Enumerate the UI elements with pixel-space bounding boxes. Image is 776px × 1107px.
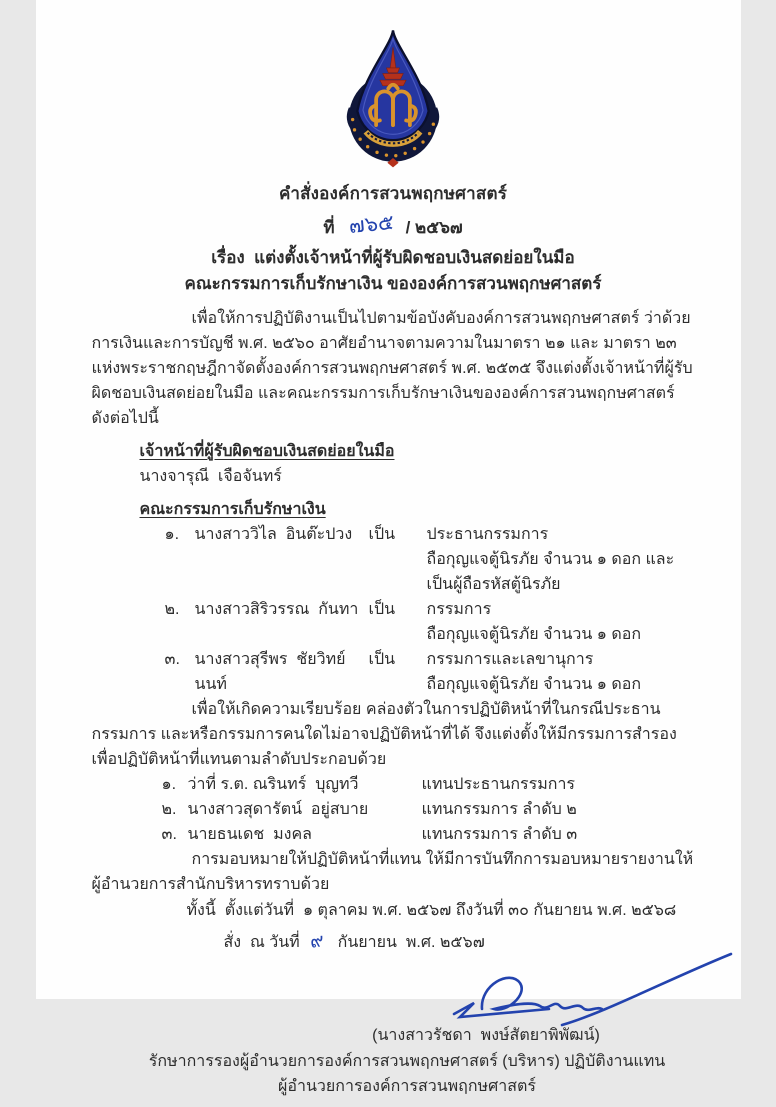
committee-member-row <box>165 597 695 647</box>
substitute-name: นายธนเดช มงคล <box>188 822 422 847</box>
order-number-line <box>92 210 695 243</box>
committee-member-row <box>165 522 695 597</box>
member-name: นางสาวสุรีพร ชัยวิทย์นนท์ <box>195 647 369 697</box>
handwritten-issued-day: ๙ <box>308 928 325 955</box>
member-name: นางสาววิไล อินต๊ะปวง <box>195 522 369 597</box>
member-note: ถือกุญแจตู้นิรภัย จำนวน ๑ ดอก <box>427 622 695 647</box>
member-role-block <box>427 522 695 597</box>
handwritten-order-number: ๗๖๕ <box>347 206 395 243</box>
subject-line-2: คณะกรรมการเก็บรักษาเงิน ขององค์การสวนพฤกษศาสตร์ <box>92 272 695 295</box>
order-no-suffix: / ๒๕๖๗ <box>406 218 463 237</box>
signer-name: (นางสาวรัชดา พงษ์สัตยาพิพัฒน์) <box>185 1023 776 1048</box>
member-number: ๓. <box>165 647 195 697</box>
member-note: ถือกุญแจตู้นิรภัย จำนวน ๑ ดอก <box>427 672 695 697</box>
substitute-role: แทนกรรมการ ลำดับ ๓ <box>422 822 695 847</box>
member-role: กรรมการ <box>427 597 695 622</box>
subject-line-1: เรื่อง แต่งตั้งเจ้าหน้าที่ผู้รับผิดชอบเงินสดย่อยในมือ <box>92 246 695 269</box>
section-heading-committee: คณะกรรมการเก็บรักษาเงิน <box>140 497 695 522</box>
substitute-row <box>162 772 695 797</box>
member-note: ถือกุญแจตู้นิรภัย จำนวน ๑ ดอก และ <box>427 547 695 572</box>
substitute-role: แทนกรรมการ ลำดับ ๒ <box>422 797 695 822</box>
substitute-name: นางสาวสุดารัตน์ อยู่สบาย <box>188 797 422 822</box>
document-page <box>36 0 741 999</box>
substitute-role: แทนประธานกรรมการ <box>422 772 695 797</box>
signature-block <box>92 957 695 1107</box>
botanical-garden-organization-emblem-icon <box>332 26 454 168</box>
member-role-block <box>427 647 695 697</box>
signer-title-1: รักษาการรองผู้อำนวยการองค์การสวนพฤกษศาสตร์ (บริหาร) ปฏิบัติงานแทน <box>106 1049 709 1074</box>
substitute-number: ๑. <box>162 772 188 797</box>
officer-name: นางจารุณี เจือจันทร์ <box>140 464 695 489</box>
substitute-number: ๓. <box>162 822 188 847</box>
member-note: เป็นผู้ถือรหัสตู้นิรภัย <box>427 572 695 597</box>
signer-title-2: ผู้อำนวยการองค์การสวนพฤกษศาสตร์ <box>106 1074 709 1099</box>
intro-paragraph: เพื่อให้การปฏิบัติงานเป็นไปตามข้อบังคับองค์การสวนพฤกษศาสตร์ ว่าด้วย การเงินและการบัญชี พ.ศ. ๒๕๖๐ อาศัยอำนาจตามความในมาตรา ๒๑ และ มาตรา ๒๓ แห่งพระราชกฤษฎีกาจัดตั้งองค์การสวนพฤกษศาสตร์ พ.ศ. ๒๕๓๕ จึงแต่งตั้งเจ้าหน้าที่ผู้รับผิดชอบเงินสดย่อยในมือ และคณะกรรมการเก็บรักษาเงินขององค์การสวนพฤกษศาสตร์ ดังต่อไปนี้ <box>92 306 695 431</box>
member-role: ประธานกรรมการ <box>427 522 695 547</box>
substitute-row <box>162 822 695 847</box>
member-role-block <box>427 597 695 647</box>
member-role: กรรมการและเลขานุการ <box>427 647 695 672</box>
document-title: คำสั่งองค์การสวนพฤกษศาสตร์ <box>92 180 695 207</box>
issued-suffix: กันยายน พ.ศ. ๒๕๖๗ <box>338 934 485 951</box>
order-no-prefix: ที่ <box>323 218 334 237</box>
committee-member-row <box>165 647 695 697</box>
substitute-paragraph: เพื่อให้เกิดความเรียบร้อย คล่องตัวในการปฏิบัติหน้าที่ในกรณีประธานกรรมการ และหรือกรรมการคนใดไม่อาจปฏิบัติหน้าที่ได้ จึงแต่งตั้งให้มีกรรมการสำรอง เพื่อปฏิบัติหน้าที่แทนตามลำดับประกอบด้วย <box>92 697 695 772</box>
handwritten-signature-icon <box>444 951 734 1029</box>
member-number: ๑. <box>165 522 195 597</box>
effective-date-line: ทั้งนี้ ตั้งแต่วันที่ ๑ ตุลาคม พ.ศ. ๒๕๖๗ ถึงวันที่ ๓๐ กันยายน พ.ศ. ๒๕๖๘ <box>187 898 695 923</box>
member-is: เป็น <box>369 522 427 597</box>
substitute-row <box>162 797 695 822</box>
substitute-number: ๒. <box>162 797 188 822</box>
member-is: เป็น <box>369 597 427 647</box>
member-is: เป็น <box>369 647 427 697</box>
substitute-name: ว่าที่ ร.ต. ณรินทร์ บุญทวี <box>188 772 422 797</box>
issued-prefix: สั่ง ณ วันที่ <box>224 934 300 951</box>
member-name: นางสาวสิริวรรณ กันทา <box>195 597 369 647</box>
assignment-note: การมอบหมายให้ปฏิบัติหน้าที่แทน ให้มีการบันทึกการมอบหมายรายงานให้ผู้อำนวยการสำนักบริหารทราบด้วย <box>92 847 695 897</box>
member-number: ๒. <box>165 597 195 647</box>
section-heading-officer: เจ้าหน้าที่ผู้รับผิดชอบเงินสดย่อยในมือ <box>140 439 695 464</box>
